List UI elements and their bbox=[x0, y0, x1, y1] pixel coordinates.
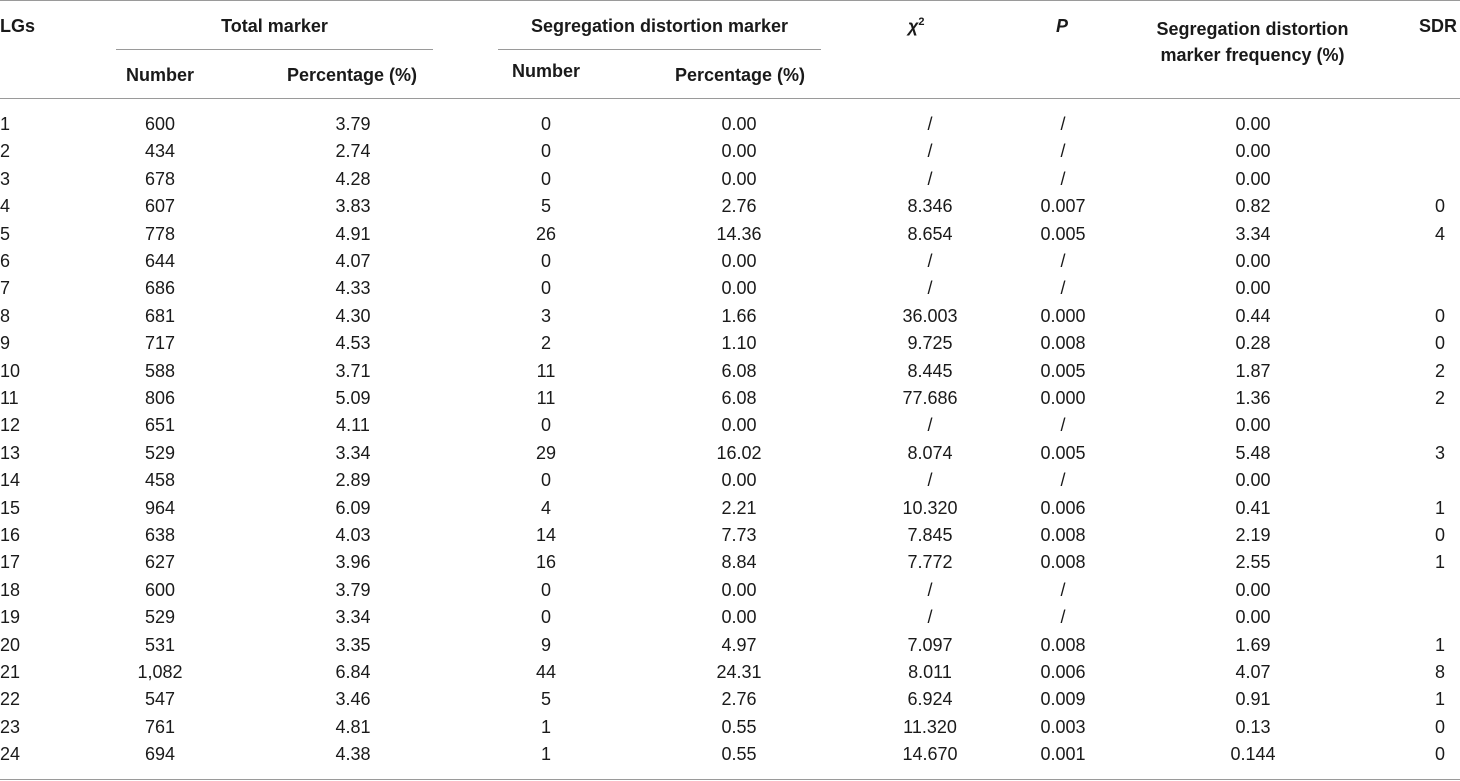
cell-chi2: 8.011 bbox=[908, 662, 952, 682]
cell-chi2: 36.003 bbox=[902, 305, 958, 326]
cell-sdr: 8 bbox=[1434, 662, 1445, 682]
cell-seg-frequency: 5.48 bbox=[1235, 442, 1271, 463]
cell-chi2: / bbox=[927, 415, 933, 436]
cell-total-percentage: 6.84 bbox=[335, 662, 371, 682]
cell-total-percentage: 4.07 bbox=[335, 251, 371, 271]
cell-chi2: / bbox=[927, 278, 933, 299]
cell-chi2: 10.320 bbox=[902, 497, 958, 518]
cell-seg-percentage: 0.00 bbox=[721, 141, 757, 162]
cell-seg-number: 14 bbox=[535, 525, 557, 545]
cell-total-percentage: 3.34 bbox=[335, 607, 371, 628]
cell-seg-percentage: 16.02 bbox=[716, 442, 762, 463]
cell-lg: 21 bbox=[0, 662, 21, 682]
cell-sdr: 1 bbox=[1434, 552, 1445, 573]
cell-sdr: 1 bbox=[1434, 497, 1445, 518]
cell-total-percentage: 4.30 bbox=[335, 305, 371, 326]
cell-seg-frequency: 0.00 bbox=[1235, 607, 1271, 628]
cell-total-number: 529 bbox=[144, 607, 176, 628]
cell-seg-percentage: 0.00 bbox=[721, 251, 757, 271]
header-seg-freq bbox=[1135, 16, 1370, 69]
chi2-symbol: χ bbox=[908, 16, 919, 36]
cell-sdr: 2 bbox=[1434, 388, 1445, 408]
cell-total-percentage: 3.83 bbox=[335, 196, 371, 217]
cell-total-number: 638 bbox=[144, 525, 176, 545]
cell-chi2: 14.670 bbox=[902, 744, 958, 765]
cell-seg-number: 1 bbox=[540, 744, 551, 765]
cell-p: 0.005 bbox=[1040, 360, 1086, 381]
header-bottom-rule bbox=[0, 98, 1460, 99]
cell-chi2: / bbox=[927, 114, 933, 134]
cell-chi2: 7.772 bbox=[907, 552, 953, 573]
cell-seg-number: 0 bbox=[540, 278, 551, 299]
cell-total-percentage: 3.35 bbox=[335, 634, 371, 655]
cell-p: 0.008 bbox=[1040, 552, 1086, 573]
cell-seg-percentage: 6.08 bbox=[721, 360, 757, 381]
cell-p: / bbox=[1060, 278, 1066, 299]
cell-total-percentage: 4.91 bbox=[335, 223, 371, 244]
cell-total-percentage: 4.11 bbox=[336, 415, 370, 436]
cell-p: / bbox=[1060, 141, 1066, 162]
cell-chi2: 8.346 bbox=[907, 196, 953, 217]
cell-chi2: 8.654 bbox=[907, 223, 953, 244]
cell-total-percentage: 4.38 bbox=[335, 744, 371, 765]
cell-lg: 5 bbox=[0, 223, 11, 244]
cell-seg-number: 0 bbox=[540, 168, 551, 189]
header-seg-marker: Segregation distortion marker bbox=[530, 16, 789, 36]
cell-seg-frequency: 0.00 bbox=[1235, 470, 1271, 491]
cell-p: 0.009 bbox=[1040, 689, 1086, 710]
cell-total-number: 678 bbox=[144, 168, 176, 189]
header-seg-freq-line1: Segregation distortion bbox=[1156, 19, 1349, 39]
cell-seg-percentage: 1.10 bbox=[721, 333, 757, 354]
cell-chi2: 6.924 bbox=[907, 689, 953, 710]
cell-p: 0.005 bbox=[1040, 442, 1086, 463]
cell-seg-frequency: 0.144 bbox=[1230, 744, 1276, 765]
cell-seg-percentage: 4.97 bbox=[721, 634, 757, 655]
header-p: P bbox=[1056, 16, 1069, 36]
cell-total-number: 588 bbox=[144, 360, 176, 381]
cell-total-number: 644 bbox=[144, 251, 176, 271]
cell-sdr: 0 bbox=[1434, 333, 1445, 354]
cell-seg-number: 0 bbox=[540, 470, 551, 491]
cell-seg-number: 0 bbox=[540, 251, 551, 271]
cell-total-number: 806 bbox=[144, 388, 176, 408]
cell-seg-frequency: 0.00 bbox=[1235, 278, 1271, 299]
cell-total-percentage: 2.74 bbox=[335, 141, 371, 162]
header-lgs: LGs bbox=[0, 16, 36, 36]
cell-chi2: / bbox=[927, 579, 933, 600]
chi2-exponent: 2 bbox=[918, 16, 925, 28]
cell-lg: 24 bbox=[0, 744, 21, 765]
cell-sdr: 0 bbox=[1434, 525, 1445, 545]
cell-seg-number: 16 bbox=[535, 552, 557, 573]
cell-seg-percentage: 2.76 bbox=[721, 196, 757, 217]
cell-lg: 9 bbox=[0, 333, 11, 354]
cell-seg-number: 29 bbox=[535, 442, 557, 463]
cell-p: 0.001 bbox=[1040, 744, 1086, 765]
header-sdr: SDR bbox=[1419, 16, 1458, 36]
header-seg-percentage: Percentage (%) bbox=[674, 65, 806, 85]
cell-seg-number: 0 bbox=[540, 607, 551, 628]
cell-lg: 3 bbox=[0, 168, 11, 189]
cell-seg-frequency: 0.44 bbox=[1235, 305, 1271, 326]
cell-total-number: 600 bbox=[144, 114, 176, 134]
cell-p: 0.008 bbox=[1040, 525, 1086, 545]
cell-seg-percentage: 0.00 bbox=[721, 278, 757, 299]
cell-seg-number: 0 bbox=[540, 579, 551, 600]
cell-seg-percentage: 1.66 bbox=[721, 305, 757, 326]
cell-p: 0.005 bbox=[1040, 223, 1086, 244]
cell-chi2: 11.320 bbox=[903, 716, 957, 737]
cell-p: / bbox=[1060, 579, 1066, 600]
cell-total-percentage: 3.46 bbox=[335, 689, 371, 710]
cell-total-number: 681 bbox=[144, 305, 176, 326]
cell-total-number: 964 bbox=[144, 497, 176, 518]
cell-p: / bbox=[1060, 114, 1066, 134]
cell-seg-frequency: 1.69 bbox=[1235, 634, 1271, 655]
cell-p: 0.000 bbox=[1040, 388, 1086, 408]
cell-seg-number: 44 bbox=[535, 662, 557, 682]
cell-seg-frequency: 2.19 bbox=[1235, 525, 1271, 545]
cell-lg: 17 bbox=[0, 552, 21, 573]
cell-seg-number: 26 bbox=[535, 223, 557, 244]
cell-sdr: 1 bbox=[1434, 689, 1445, 710]
cell-seg-percentage: 0.00 bbox=[721, 114, 757, 134]
cell-lg: 4 bbox=[0, 196, 11, 217]
cell-seg-frequency: 0.41 bbox=[1235, 497, 1271, 518]
cell-total-number: 627 bbox=[144, 552, 176, 573]
cell-chi2: 7.845 bbox=[907, 525, 953, 545]
cell-seg-frequency: 4.07 bbox=[1235, 662, 1271, 682]
cell-seg-percentage: 7.73 bbox=[721, 525, 757, 545]
cell-seg-percentage: 14.36 bbox=[716, 223, 762, 244]
cell-total-percentage: 4.81 bbox=[335, 716, 371, 737]
cell-seg-frequency: 0.00 bbox=[1235, 251, 1271, 271]
cell-total-number: 717 bbox=[144, 333, 176, 354]
cell-sdr: 2 bbox=[1434, 360, 1445, 381]
cell-total-number: 761 bbox=[144, 716, 176, 737]
cell-seg-percentage: 2.76 bbox=[721, 689, 757, 710]
cell-seg-frequency: 0.00 bbox=[1235, 168, 1271, 189]
cell-p: 0.006 bbox=[1040, 497, 1086, 518]
cell-chi2: / bbox=[927, 141, 933, 162]
cell-lg: 19 bbox=[0, 607, 21, 628]
cell-total-number: 651 bbox=[144, 415, 176, 436]
cell-seg-frequency: 0.28 bbox=[1235, 333, 1271, 354]
cell-chi2: / bbox=[927, 470, 933, 491]
cell-total-number: 1,082 bbox=[137, 662, 183, 682]
cell-seg-number: 0 bbox=[540, 141, 551, 162]
cell-chi2: 8.445 bbox=[907, 360, 953, 381]
cell-total-percentage: 4.03 bbox=[335, 525, 371, 545]
top-rule bbox=[0, 0, 1460, 1]
cell-seg-frequency: 1.87 bbox=[1235, 360, 1271, 381]
cell-lg: 18 bbox=[0, 579, 21, 600]
header-total-percentage: Percentage (%) bbox=[286, 65, 418, 85]
cell-seg-number: 5 bbox=[540, 196, 551, 217]
cell-total-percentage: 4.33 bbox=[335, 278, 371, 299]
cell-sdr: 1 bbox=[1434, 634, 1445, 655]
cell-lg: 15 bbox=[0, 497, 21, 518]
cell-p: / bbox=[1060, 415, 1066, 436]
cell-lg: 2 bbox=[0, 141, 11, 162]
cell-seg-percentage: 0.00 bbox=[721, 168, 757, 189]
cell-seg-percentage: 0.00 bbox=[721, 607, 757, 628]
cell-seg-frequency: 0.00 bbox=[1235, 415, 1271, 436]
cell-chi2: 8.074 bbox=[907, 442, 953, 463]
cell-lg: 6 bbox=[0, 251, 11, 271]
cell-seg-number: 4 bbox=[540, 497, 551, 518]
cell-sdr: 3 bbox=[1434, 442, 1445, 463]
cell-seg-frequency: 0.82 bbox=[1235, 196, 1271, 217]
cell-sdr: 0 bbox=[1434, 305, 1445, 326]
cell-chi2: / bbox=[927, 607, 933, 628]
cell-total-percentage: 5.09 bbox=[335, 388, 371, 408]
cell-p: 0.000 bbox=[1040, 305, 1086, 326]
cell-p: 0.008 bbox=[1040, 634, 1086, 655]
cell-p: 0.006 bbox=[1040, 662, 1086, 682]
cell-seg-frequency: 0.00 bbox=[1235, 114, 1271, 134]
cell-lg: 7 bbox=[0, 278, 11, 299]
cell-total-number: 531 bbox=[144, 634, 176, 655]
cell-lg: 8 bbox=[0, 305, 11, 326]
cell-total-number: 686 bbox=[144, 278, 176, 299]
cell-seg-percentage: 0.00 bbox=[721, 579, 757, 600]
cell-lg: 22 bbox=[0, 689, 21, 710]
cell-lg: 1 bbox=[0, 114, 11, 134]
cell-seg-number: 11 bbox=[536, 360, 556, 381]
cell-seg-frequency: 2.55 bbox=[1235, 552, 1271, 573]
cell-p: 0.003 bbox=[1040, 716, 1086, 737]
cell-seg-percentage: 8.84 bbox=[721, 552, 757, 573]
cell-total-percentage: 6.09 bbox=[335, 497, 371, 518]
cell-seg-percentage: 0.00 bbox=[721, 415, 757, 436]
cell-chi2: 77.686 bbox=[902, 388, 958, 408]
cell-p: / bbox=[1060, 168, 1066, 189]
cell-seg-frequency: 0.00 bbox=[1235, 141, 1271, 162]
cell-seg-percentage: 24.31 bbox=[716, 662, 762, 682]
cell-chi2: / bbox=[927, 251, 933, 271]
cell-sdr: 4 bbox=[1434, 223, 1445, 244]
cell-lg: 10 bbox=[0, 360, 21, 381]
cell-seg-number: 11 bbox=[536, 388, 556, 408]
cell-seg-frequency: 3.34 bbox=[1235, 223, 1271, 244]
cell-seg-number: 0 bbox=[540, 114, 551, 134]
header-seg-freq-line2: marker frequency (%) bbox=[1160, 45, 1345, 65]
cell-lg: 16 bbox=[0, 525, 21, 545]
cell-total-percentage: 3.96 bbox=[335, 552, 371, 573]
cell-seg-frequency: 0.00 bbox=[1235, 579, 1271, 600]
cell-total-percentage: 3.79 bbox=[335, 114, 371, 134]
cell-lg: 23 bbox=[0, 716, 21, 737]
cell-sdr: 0 bbox=[1434, 716, 1445, 737]
cell-lg: 13 bbox=[0, 442, 21, 463]
cell-total-number: 600 bbox=[144, 579, 176, 600]
cell-seg-percentage: 2.21 bbox=[721, 497, 757, 518]
cell-seg-number: 2 bbox=[540, 333, 551, 354]
cell-total-percentage: 4.53 bbox=[335, 333, 371, 354]
cell-total-percentage: 4.28 bbox=[335, 168, 371, 189]
cell-lg: 12 bbox=[0, 415, 21, 436]
cell-p: 0.007 bbox=[1040, 196, 1086, 217]
header-total-marker: Total marker bbox=[221, 16, 328, 36]
bottom-rule bbox=[0, 779, 1460, 780]
cell-p: / bbox=[1060, 607, 1066, 628]
cell-total-number: 778 bbox=[144, 223, 176, 244]
cell-seg-number: 9 bbox=[540, 634, 551, 655]
cell-seg-number: 5 bbox=[540, 689, 551, 710]
cell-lg: 20 bbox=[0, 634, 21, 655]
cell-sdr: 0 bbox=[1434, 744, 1445, 765]
cell-lg: 11 bbox=[0, 388, 19, 408]
cell-seg-percentage: 0.55 bbox=[721, 744, 757, 765]
cell-total-number: 529 bbox=[144, 442, 176, 463]
cell-total-number: 434 bbox=[144, 141, 176, 162]
header-seg-number: Number bbox=[511, 61, 580, 81]
cell-chi2: / bbox=[927, 168, 933, 189]
cell-total-percentage: 3.34 bbox=[335, 442, 371, 463]
cell-seg-frequency: 0.13 bbox=[1235, 716, 1271, 737]
cell-seg-number: 1 bbox=[540, 716, 551, 737]
cell-sdr: 0 bbox=[1434, 196, 1445, 217]
cell-p: / bbox=[1060, 251, 1066, 271]
cell-total-percentage: 3.79 bbox=[335, 579, 371, 600]
cell-chi2: 7.097 bbox=[907, 634, 953, 655]
cell-seg-number: 3 bbox=[540, 305, 551, 326]
cell-total-number: 547 bbox=[144, 689, 176, 710]
cell-chi2: 9.725 bbox=[907, 333, 953, 354]
cell-seg-percentage: 0.55 bbox=[721, 716, 757, 737]
header-total-number: Number bbox=[125, 65, 194, 85]
cell-seg-frequency: 1.36 bbox=[1235, 388, 1271, 408]
cell-total-number: 694 bbox=[144, 744, 176, 765]
cell-total-percentage: 3.71 bbox=[335, 360, 371, 381]
cell-seg-percentage: 0.00 bbox=[721, 470, 757, 491]
cell-seg-number: 0 bbox=[540, 415, 551, 436]
cell-total-percentage: 2.89 bbox=[335, 470, 371, 491]
cell-total-number: 607 bbox=[144, 196, 176, 217]
cell-lg: 14 bbox=[0, 470, 21, 491]
cell-seg-percentage: 6.08 bbox=[721, 388, 757, 408]
cell-seg-frequency: 0.91 bbox=[1235, 689, 1271, 710]
total-marker-underline bbox=[116, 49, 433, 50]
cell-total-number: 458 bbox=[144, 470, 176, 491]
header-chi2 bbox=[908, 16, 925, 37]
seg-marker-underline bbox=[498, 49, 821, 50]
cell-p: 0.008 bbox=[1040, 333, 1086, 354]
cell-p: / bbox=[1060, 470, 1066, 491]
